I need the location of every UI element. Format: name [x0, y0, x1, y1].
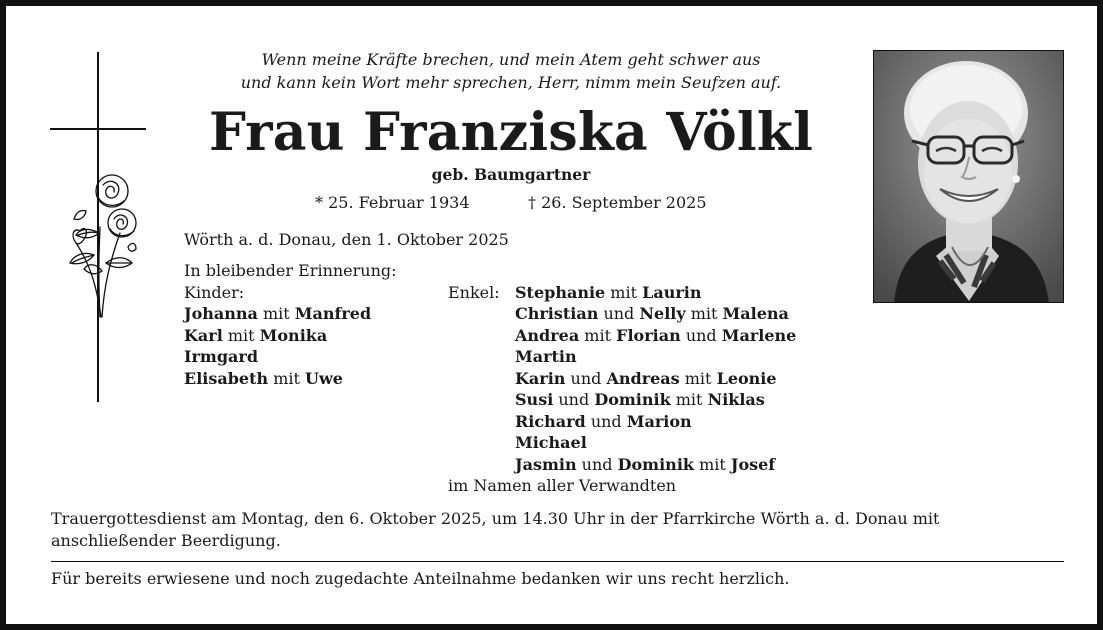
motto-line-2: und kann kein Wort mehr sprechen, Herr, nimm mein Seufzen auf. [240, 73, 782, 92]
child-name: Marlene [721, 325, 797, 345]
connector: mit [579, 325, 617, 345]
grandchildren-label: Enkel: [448, 282, 500, 302]
connector: mit [685, 304, 723, 323]
children-label: Kinder: [184, 282, 245, 302]
partner-name: Monika [259, 325, 328, 345]
portrait-photo [873, 50, 1064, 303]
child-entry [184, 325, 327, 347]
child-entry [184, 368, 343, 390]
connector: mit [257, 304, 295, 323]
grandchild-entry [515, 303, 789, 325]
remembrance-label: In bleibender Erinnerung: [184, 261, 397, 280]
divider [51, 561, 1064, 562]
person-name: Andrea [515, 325, 580, 345]
person-name: Irmgard [184, 347, 259, 366]
rose-icon [66, 171, 138, 321]
motto-line-1: Wenn meine Kräfte brechen, und mein Atem geht schwer aus [261, 50, 761, 69]
relatives-line: im Namen aller Verwandten [448, 476, 677, 495]
connector: und [585, 411, 627, 431]
partner-name: Andreas [606, 368, 680, 388]
person-name: Michael [515, 433, 587, 452]
birth-date: * 25. Februar 1934 [315, 193, 470, 212]
person-name: Jasmin [515, 454, 577, 474]
grandchild-entry [515, 346, 577, 368]
funeral-service-text: Trauergottesdienst am Montag, den 6. Oktober 2025, um 14.30 Uhr in der Pfarrkirche Wörth a. d. Donau mit anschließender Beerdigung. [51, 509, 940, 550]
person-name: Richard [515, 411, 586, 431]
grandchild-entry [515, 411, 692, 433]
child-name: Leonie [716, 368, 777, 388]
connector: mit [222, 325, 260, 345]
child-entry [184, 303, 371, 325]
place-and-date: Wörth a. d. Donau, den 1. Oktober 2025 [184, 230, 509, 249]
person-name: Karl [184, 325, 223, 345]
child-name: Niklas [707, 390, 765, 409]
connector: mit [605, 282, 643, 302]
grandchild-entry [515, 454, 775, 476]
connector: mit [670, 390, 708, 409]
connector: und [598, 304, 640, 323]
partner-name: Dominik [617, 454, 694, 474]
partner-name: Dominik [594, 390, 671, 409]
connector: und [553, 390, 595, 409]
person-name: Stephanie [515, 282, 606, 302]
partner-name: Nelly [639, 304, 686, 323]
partner-name: Manfred [294, 304, 372, 323]
person-name: Susi [515, 390, 554, 409]
person-name: Christian [515, 304, 599, 323]
partner-name: Uwe [305, 368, 343, 388]
maiden-name: geb. Baumgartner [431, 165, 591, 184]
deceased-name: Frau Franziska Völkl [208, 102, 814, 163]
grandchild-entry [515, 432, 587, 454]
person-name: Johanna [184, 304, 258, 323]
thanks-text: Für bereits erwiesene und noch zugedachte Anteilnahme bedanken wir uns recht herzlich. [51, 569, 790, 588]
grandchild-entry [515, 389, 765, 411]
child-name: Malena [722, 304, 789, 323]
person-name: Elisabeth [184, 368, 269, 388]
partner-name: Laurin [642, 282, 702, 302]
grandchild-entry [515, 282, 701, 304]
partner-name: Florian [616, 325, 681, 345]
child-name: Josef [730, 454, 776, 474]
connector: und [576, 454, 618, 474]
person-name: Martin [515, 347, 577, 366]
person-name: Karin [515, 368, 566, 388]
connector: mit [693, 454, 731, 474]
partner-name: Marion [626, 411, 692, 431]
grandchild-entry [515, 368, 777, 390]
death-date: † 26. September 2025 [528, 193, 707, 212]
cross-bar [50, 128, 146, 130]
grandchild-entry [515, 325, 796, 347]
connector: und [680, 325, 722, 345]
connector: und [565, 368, 607, 388]
connector: mit [679, 368, 717, 388]
child-entry [184, 346, 258, 368]
connector: mit [268, 368, 306, 388]
